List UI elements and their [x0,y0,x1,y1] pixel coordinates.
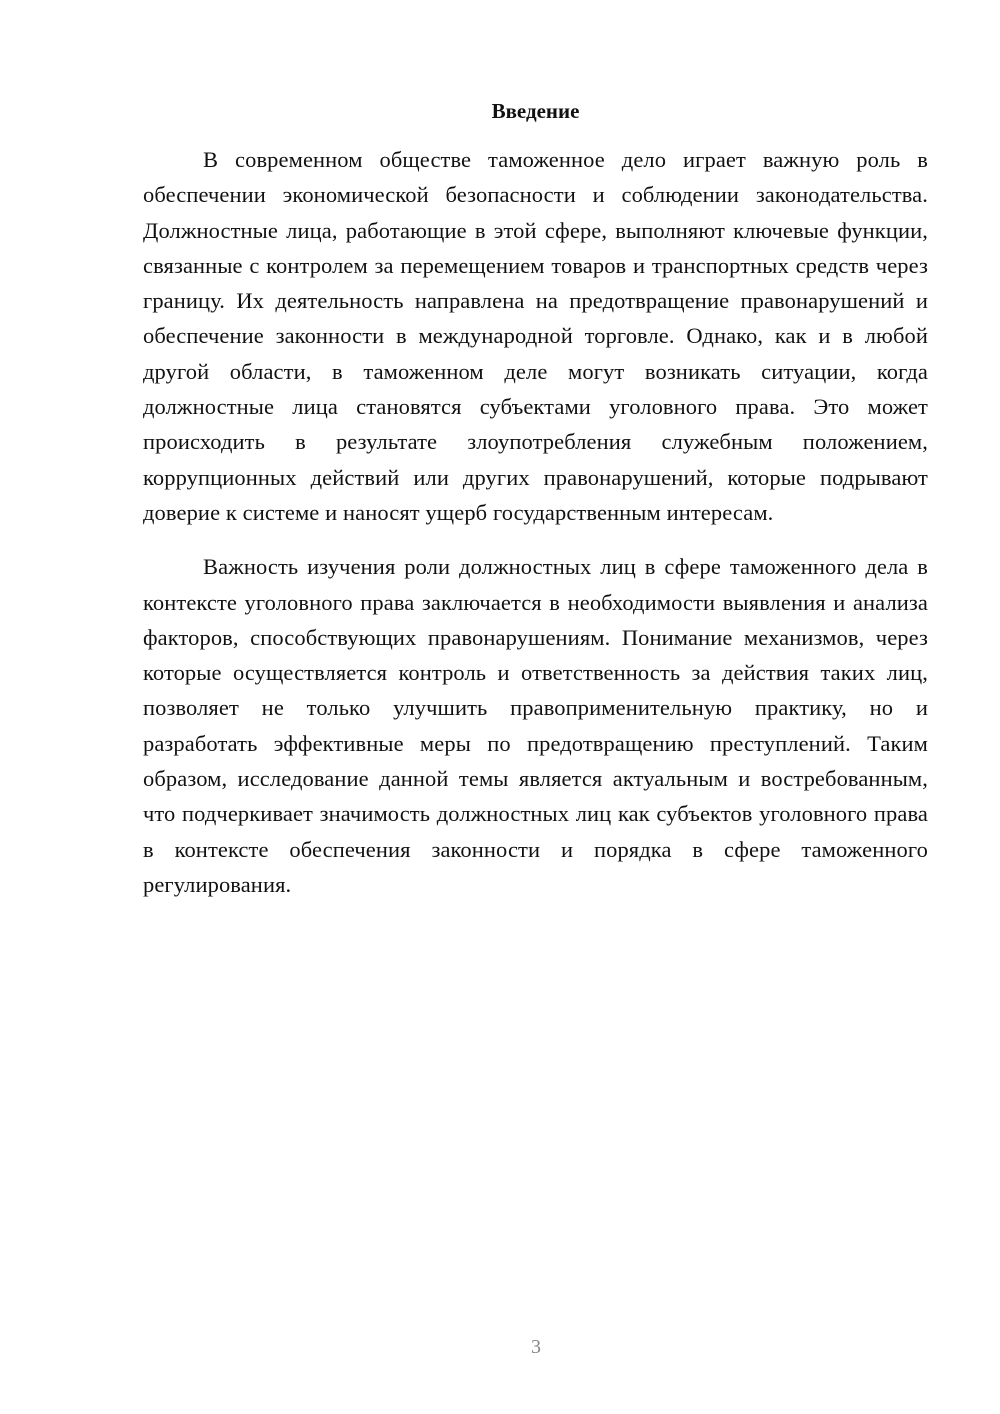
section-title: Введение [491,99,580,123]
paragraph-2: Важность изучения роли должностных лиц в сфере таможенного дела в контексте уголовного права заключается в необходимости выявления и анализа факторов, способствующих правонарушениям. Понимание механизмов, через которые осуществляется контроль и ответственность за действия таких лиц, позволяет не только улучшить правоприменительную практику, но и разработать эффективные меры по предотвращению преступлений. Таким образом, исследование данной темы является актуальным и востребованным, что подчеркивает значимость должностных лиц как субъектов уголовного права в контексте обеспечения законности и порядка в сфере таможенного регулирования. [143,554,928,897]
paragraph-1: В современном обществе таможенное дело играет важную роль в обеспечении экономической безопасности и соблюдении законодательства. Должностные лица, работающие в этой сфере, выполняют ключевые функции, связанные с контролем за перемещением товаров и транспортных средств через границу. Их деятельность направлена на предотвращение правонарушений и обеспечение законности в международной торговле. Однако, как и в любой другой области, в таможенном деле могут возникать ситуации, когда должностные лица становятся субъектами уголовного права. Это может происходить в результате злоупотребления служебным положением, коррупционных действий или других правонарушений, которые подрывают доверие к системе и наносят ущерб государственным интересам. [143,147,928,525]
page-number: 3 [531,1336,541,1358]
body-text [143,142,928,902]
